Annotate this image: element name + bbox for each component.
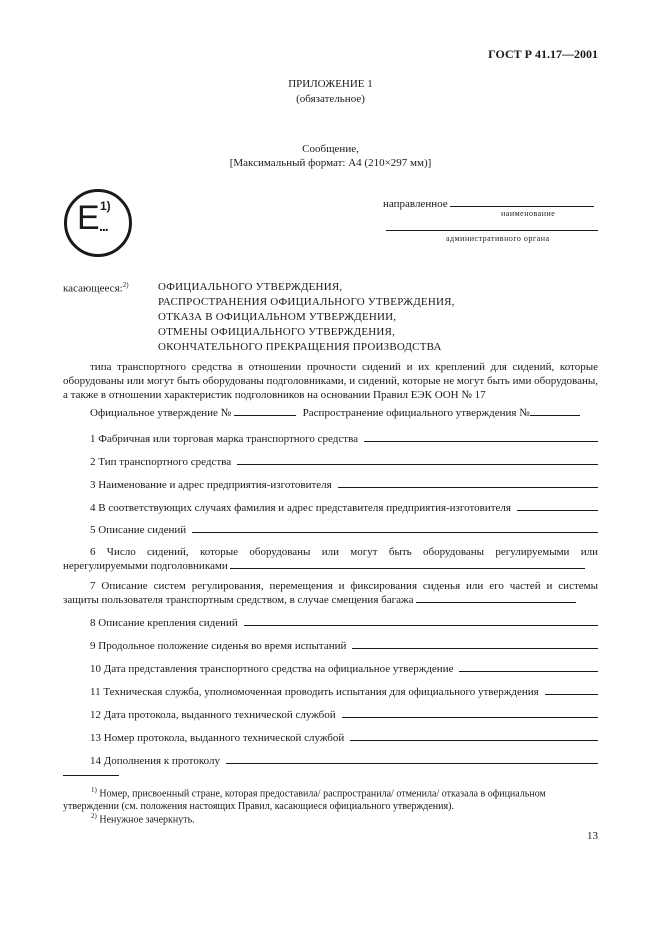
annex-subtitle: (обязательное) <box>296 93 365 105</box>
form-item: 11 Техническая служба, уполномоченная проводить испытания для официального утверждения <box>63 684 598 698</box>
concerning-options <box>158 280 455 355</box>
addressee-caption-name: наименование <box>501 209 556 218</box>
form-item-blank <box>226 753 598 764</box>
concerning-label: касающееся: <box>63 282 123 295</box>
authority-blank <box>386 230 598 231</box>
addressee-blank <box>450 197 594 207</box>
concerning-option: ОТКАЗА В ОФИЦИАЛЬНОМ УТВЕРЖДЕНИИ, <box>158 311 397 323</box>
form-item-multiline: 6 Число сидений, которые оборудованы или могут быть оборудованы регулируемыми или нерегулируемыми подголовниками <box>63 546 598 572</box>
standard-designation: ГОСТ Р 41.17—2001 <box>488 47 598 61</box>
form-item-multiline: 7 Описание систем регулирования, перемещения и фиксирования сиденья или его частей и системы защиты пользователя транспортным средством, в случае смещения багажа <box>63 580 598 606</box>
approval-number-line <box>90 406 580 419</box>
form-item-blank <box>352 638 598 649</box>
form-item: 4 В соответствующих случаях фамилия и адрес представителя предприятия-изготовителя <box>63 500 598 514</box>
form-item-blank <box>237 454 598 465</box>
intro-paragraph: типа транспортного средства в отношении прочности сидений и их креплений для сидений, которые оборудованы или могут быть оборудованы подголовниками, и сидений, которые не могут быть ими оборудованы, а также в отношении характеристик подголовников на основании Правил ЕЭК ООН № 17 <box>63 361 598 401</box>
concerning-label-wrap <box>63 281 129 295</box>
extension-label: Распространение официального утверждения № <box>302 407 530 419</box>
concerning-option: ОКОНЧАТЕЛЬНОГО ПРЕКРАЩЕНИЯ ПРОИЗВОДСТВА <box>158 341 442 353</box>
concerning-footnote-mark: 2) <box>122 281 129 289</box>
form-item-blank <box>364 431 598 442</box>
form-item-blank <box>517 500 598 511</box>
footnote-2: $^{2)}$ Ненужное зачеркнуть. <box>91 812 195 826</box>
form-item: 2 Тип транспортного средства <box>63 454 598 468</box>
form-item-blank <box>230 559 585 569</box>
form-item-blank <box>545 684 598 695</box>
concerning-option: ОТМЕНЫ ОФИЦИАЛЬНОГО УТВЕРЖДЕНИЯ, <box>158 326 396 338</box>
approval-label: Официальное утверждение № <box>90 407 232 419</box>
e-mark-dots: ... <box>99 218 108 234</box>
annex-title: ПРИЛОЖЕНИЕ 1 <box>288 78 373 90</box>
concerning-option: ОФИЦИАЛЬНОГО УТВЕРЖДЕНИЯ, <box>158 281 343 293</box>
form-item: 9 Продольное положение сиденья во время испытаний <box>63 638 598 652</box>
form-item: 13 Номер протокола, выданного технической службой <box>63 730 598 744</box>
form-item: 8 Описание крепления сидений <box>63 615 598 629</box>
form-item-blank <box>459 661 598 672</box>
e-mark-logo <box>64 189 132 257</box>
form-item-blank <box>244 615 598 626</box>
page-number: 13 <box>587 830 598 842</box>
form-item: 14 Дополнения к протоколу <box>63 753 598 767</box>
addressee-caption-authority: административного органа <box>446 234 550 243</box>
addressee-line <box>383 197 594 210</box>
approval-number-blank <box>234 406 296 416</box>
form-item-blank <box>338 477 598 488</box>
message-format: [Максимальный формат: А4 (210×297 мм)] <box>229 157 432 169</box>
addressee-label: направленное <box>383 198 448 210</box>
footnote-divider <box>63 775 119 776</box>
form-item-blank <box>416 593 576 603</box>
e-mark-letter: E <box>77 199 100 237</box>
footnote-1: $^{1)}$ Номер, присвоенный стране, которая предоставила/ распространила/ отменила/ отказала в официальном утверждении (см. положения настоящих Правил, касающиеся официального утверждения). <box>63 786 546 813</box>
form-item: 1 Фабричная или торговая марка транспортного средства <box>63 431 598 445</box>
form-item: 12 Дата протокола, выданного технической службой <box>63 707 598 721</box>
e-mark-superscript: 1) <box>100 199 111 213</box>
extension-number-blank <box>530 406 580 416</box>
form-item-blank <box>342 707 598 718</box>
form-item: 3 Наименование и адрес предприятия-изготовителя <box>63 477 598 491</box>
form-item-blank <box>192 522 598 533</box>
form-item-blank <box>350 730 598 741</box>
form-item: 5 Описание сидений <box>63 522 598 536</box>
form-item: 10 Дата представления транспортного средства на официальное утверждение <box>63 661 598 675</box>
concerning-option: РАСПРОСТРАНЕНИЯ ОФИЦИАЛЬНОГО УТВЕРЖДЕНИЯ, <box>158 296 455 308</box>
message-title: Сообщение, <box>302 143 359 155</box>
